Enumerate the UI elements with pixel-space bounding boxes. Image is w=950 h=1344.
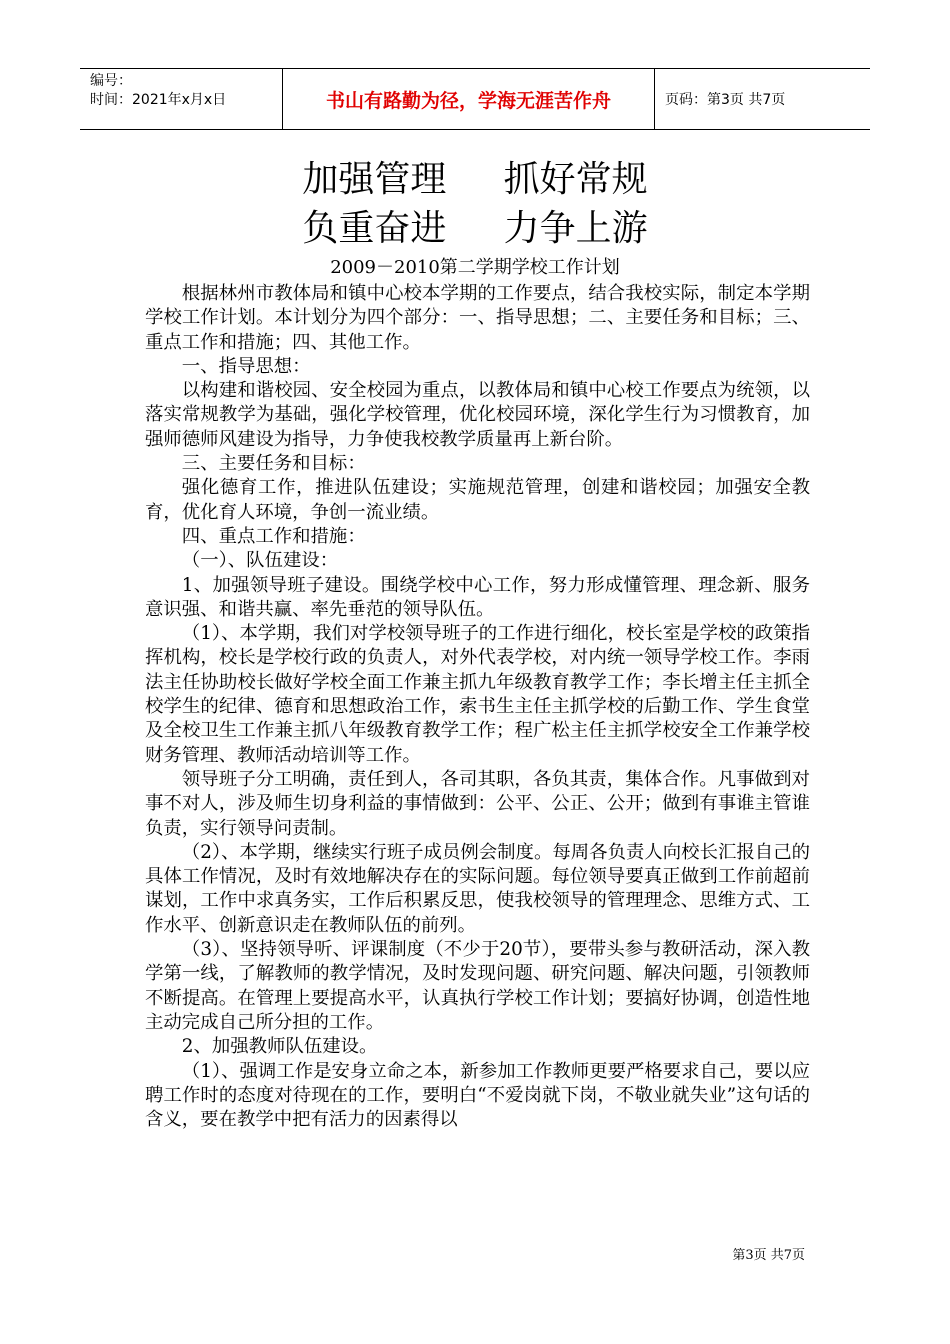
section-heading: 三、主要任务和目标： xyxy=(181,453,366,475)
section-heading: 一、指导思想： xyxy=(181,355,311,377)
header-meta xyxy=(80,69,283,129)
document-subtitle: 2009－2010第二学期学校工作计划 xyxy=(330,257,620,278)
paragraph: （1）、强调工作是安身立命之本，新参加工作教师更要严格要求自己，要以应聘工作时的态度对待现在的工作，要明白“不爱岗就下岗，不敬业就失业”这句话的含义，要在教学中把有活力的因素得以 xyxy=(145,1060,810,1131)
document-time-label: 时间：2021年x月x日 xyxy=(90,92,227,108)
paragraph: （1）、本学期，我们对学校领导班子的工作进行细化，校长室是学校的政策指挥机构，校长是学校行政的负责人，对外代表学校，对内统一领导学校工作。李雨法主任协助校长做好学校全面工作兼主抓九年级教育教学工作；李长增主任主抓全校学生的纪律、德育和思想政治工作，索书生主任主抓学校的后勤工作、学生食堂及全校卫生工作兼主抓八年级教育教学工作；程广松主任主抓学校安全工作兼学校财务管理、教师活动培训等工作。 xyxy=(145,623,810,766)
section-heading: 四、重点工作和措施： xyxy=(181,525,366,547)
paragraph: 根据林州市教体局和镇中心校本学期的工作要点，结合我校实际，制定本学期学校工作计划。本计划分为四个部分：一、指导思想；二、主要任务和目标；三、重点工作和措施；四、其他工作。 xyxy=(145,283,810,353)
subsection-heading: （一）、队伍建设： xyxy=(181,550,339,572)
paragraph: 2、加强教师队伍建设。 xyxy=(181,1036,378,1058)
page-footer-number: 第3页 共7页 xyxy=(732,1248,805,1263)
paragraph: 强化德育工作，推进队伍建设；实施规范管理，创建和谐校园；加强安全教育，优化育人环境，争创一流业绩。 xyxy=(145,477,810,523)
title-line-2: 负重奋进 力争上游 xyxy=(302,208,648,249)
paragraph: 以构建和谐校园、安全校园为重点，以教体局和镇中心校工作要点为统领，以落实常规教学为基础，强化学校管理，优化校园环境，深化学生行为习惯教育，加强师德师风建设为指导，力争使我校教学质量再上新台阶。 xyxy=(145,380,810,450)
paragraph: （2）、本学期，继续实行班子成员例会制度。每周各负责人向校长汇报自己的具体工作情况，及时有效地解决存在的实际问题。每位领导要真正做到工作前超前谋划，工作中求真务实，工作后积累反思，使我校领导的管理理念、思维方式、工作水平、创新意识走在教师队伍的前列。 xyxy=(145,841,810,936)
header-motto: 书山有路勤为径，学海无涯苦作舟 xyxy=(283,69,655,129)
document-body xyxy=(145,282,810,1132)
title-line-1: 加强管理 抓好常规 xyxy=(302,159,648,200)
paragraph: 1、加强领导班子建设。围绕学校中心工作，努力形成懂管理、理念新、服务意识强、和谐共赢、率先垂范的领导队伍。 xyxy=(145,574,810,620)
document-number-label: 编号： xyxy=(90,73,132,89)
header-page-info: 页码：第3页 共7页 xyxy=(665,92,786,108)
paragraph: 领导班子分工明确，责任到人，各司其职，各负其责，集体合作。凡事做到对事不对人，涉及师生切身利益的事情做到：公平、公正、公开；做到有事谁主管谁负责，实行领导问责制。 xyxy=(145,768,810,839)
page-header xyxy=(80,68,870,130)
paragraph: （3）、坚持领导听、评课制度（不少于20节），要带头参与教研活动，深入教学第一线，了解教师的教学情况，及时发现问题、研究问题、解决问题，引领教师不断提高。在管理上要提高水平，认真执行学校工作计划；要搞好协调，创造性地主动完成自己所分担的工作。 xyxy=(145,939,810,1033)
